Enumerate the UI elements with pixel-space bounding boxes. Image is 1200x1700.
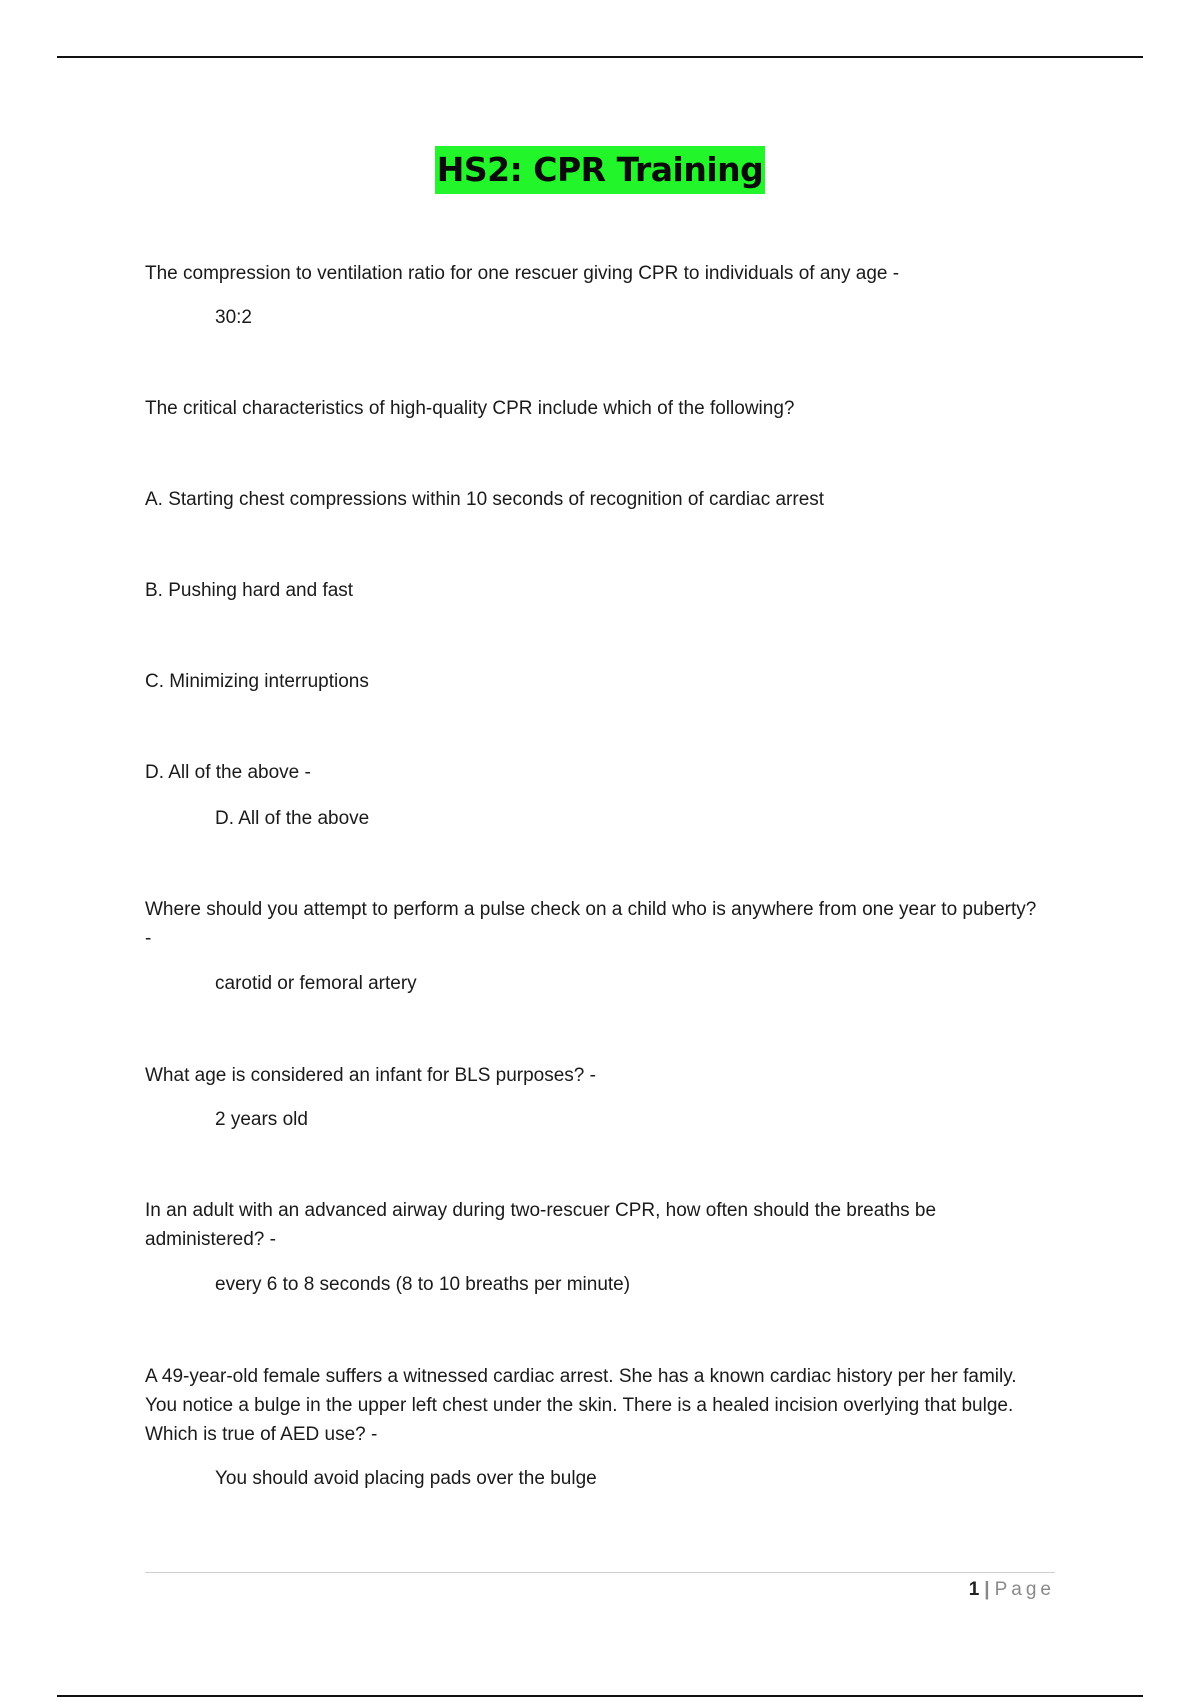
qa-item xyxy=(145,895,1045,994)
page-footer xyxy=(969,1577,1055,1603)
bottom-rule xyxy=(57,1695,1143,1697)
answer-text: every 6 to 8 seconds (8 to 10 breaths per minute) xyxy=(215,1274,631,1295)
answer-text: 2 years old xyxy=(215,1109,308,1130)
answer-text: carotid or femoral artery xyxy=(215,973,417,994)
qa-item xyxy=(145,1196,1045,1295)
option-text: C. Minimizing interruptions xyxy=(145,671,369,692)
question-text: The compression to ventilation ratio for one rescuer giving CPR to individuals of any age - xyxy=(145,263,900,284)
option-text: D. All of the above - xyxy=(145,762,311,783)
qa-item xyxy=(145,1362,1045,1489)
footer-separator: | xyxy=(984,1579,990,1600)
question-text: In an adult with an advanced airway during two-rescuer CPR, how often should the breaths be administered? - xyxy=(145,1200,937,1250)
answer-text: D. All of the above xyxy=(215,808,370,829)
page-label: Page xyxy=(994,1579,1055,1600)
qa-item xyxy=(145,1061,1045,1130)
footer-divider xyxy=(145,1572,1055,1573)
qa-item xyxy=(145,259,1045,328)
qa-item xyxy=(145,394,1045,423)
question-text: Where should you attempt to perform a pulse check on a child who is anywhere from one year to puberty? - xyxy=(145,899,1037,949)
option-item xyxy=(145,576,1045,605)
answer-text: You should avoid placing pads over the bulge xyxy=(215,1468,597,1489)
answer-text: 30:2 xyxy=(215,307,252,328)
page-title: HS2: CPR Training xyxy=(435,146,766,194)
top-rule xyxy=(57,56,1143,58)
question-text: What age is considered an infant for BLS purposes? - xyxy=(145,1065,596,1086)
title-container xyxy=(0,146,1200,194)
option-item xyxy=(145,485,1045,514)
option-text: B. Pushing hard and fast xyxy=(145,580,354,601)
qa-item xyxy=(145,758,1045,829)
option-text: A. Starting chest compressions within 10 seconds of recognition of cardiac arrest xyxy=(145,489,825,510)
option-item xyxy=(145,667,1045,696)
question-text: A 49-year-old female suffers a witnessed cardiac arrest. She has a known cardiac history per her family. You notice a bulge in the upper left chest under the skin. There is a healed incision overlying that bulge. Which is true of AED use? - xyxy=(145,1366,1017,1445)
question-text: The critical characteristics of high-quality CPR include which of the following? xyxy=(145,398,795,419)
page-number: 1 xyxy=(968,1579,980,1600)
